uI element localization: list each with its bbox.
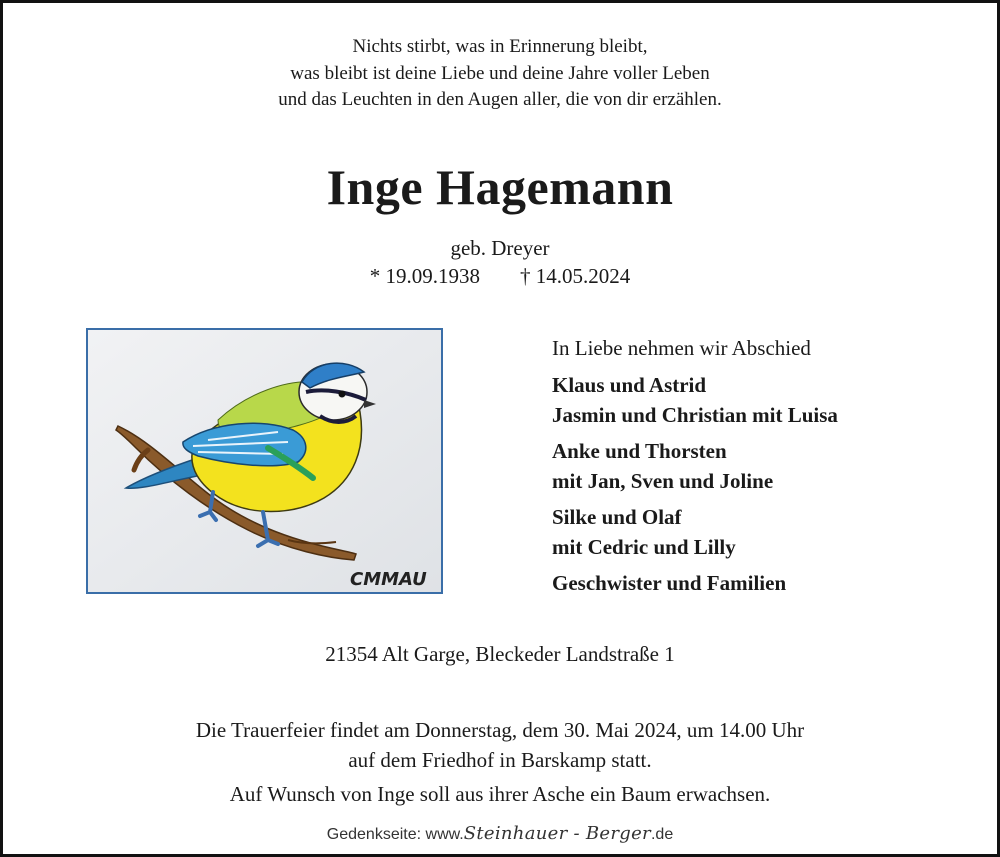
memorial-prefix: Gedenkseite: www. xyxy=(326,826,464,843)
memorial-suffix: .de xyxy=(650,826,674,843)
mourner-line: Klaus und Astrid xyxy=(552,373,707,397)
tree-wish: Auf Wunsch von Inge soll aus ihrer Asche ein Baum erwachsen. xyxy=(229,782,771,806)
mourner-group xyxy=(552,568,982,598)
funeral-service xyxy=(0,715,1000,775)
birth-date: * 19.09.1938 xyxy=(369,264,480,288)
deceased-name: Inge Hagemann xyxy=(326,159,674,215)
mourner-group xyxy=(552,370,982,430)
death-date: † 14.05.2024 xyxy=(520,264,631,288)
mourner-line: Geschwister und Familien xyxy=(552,571,787,595)
blue-tit-painting-icon xyxy=(88,330,441,592)
mourner-group xyxy=(552,502,982,562)
mourner-line: Jasmin und Christian mit Luisa xyxy=(552,403,838,427)
painting-signature: CMMAU xyxy=(350,569,427,590)
memorial-page-link[interactable] xyxy=(0,823,1000,844)
undertaker-brand: Steinhauer - Berger xyxy=(463,823,651,844)
poem-line: Nichts stirbt, was in Erinnerung bleibt, xyxy=(352,36,648,57)
address: 21354 Alt Garge, Bleckeder Landstraße 1 xyxy=(325,642,675,666)
service-line: Die Trauerfeier findet am Donnerstag, dem 30. Mai 2024, um 14.00 Uhr xyxy=(195,718,805,742)
mourner-line: Anke und Thorsten xyxy=(552,439,727,463)
mourner-line: Silke und Olaf xyxy=(552,505,682,529)
mourner-group xyxy=(552,436,982,496)
mourner-line: mit Cedric und Lilly xyxy=(552,535,736,559)
poem xyxy=(0,34,1000,114)
bird-painting xyxy=(86,328,443,594)
mourner-line: mit Jan, Sven und Joline xyxy=(552,469,774,493)
service-line: auf dem Friedhof in Barskamp statt. xyxy=(348,748,652,772)
mourners-list xyxy=(552,333,982,604)
birth-name: geb. Dreyer xyxy=(450,236,550,260)
farewell-intro: In Liebe nehmen wir Abschied xyxy=(552,336,811,360)
poem-line: und das Leuchten in den Augen aller, die von dir erzählen. xyxy=(278,89,722,110)
poem-line: was bleibt ist deine Liebe und deine Jahre voller Leben xyxy=(290,62,710,84)
life-dates xyxy=(0,264,1000,289)
